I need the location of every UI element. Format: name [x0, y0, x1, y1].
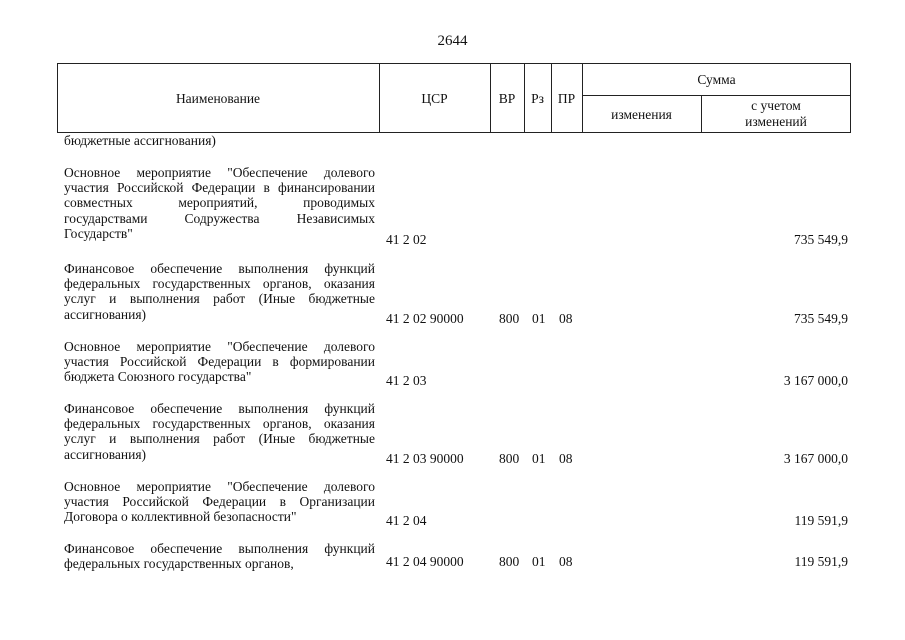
row-sum: 735 549,9 [794, 232, 848, 247]
row-vr: 800 [499, 554, 520, 569]
page-number: 2644 [437, 33, 468, 49]
row-sum: 3 167 000,0 [783, 373, 848, 388]
continuation-text: бюджетные ассигнования) [64, 133, 216, 148]
row-name: Финансовое обеспечение выполнения функций федеральных государственных органов, оказания услуг и выполнения работ (Иные бюджетные ассигнования) [64, 261, 375, 322]
header-sum: Сумма [697, 72, 736, 87]
header-rz: Рз [531, 91, 544, 106]
row-name: Основное мероприятие "Обеспечение долевого участия Российской Федерации в формировании бюджета Союзного государства" [64, 339, 375, 385]
row-vr: 800 [499, 311, 520, 326]
header-vr: ВР [498, 91, 516, 106]
header-pr: ПР [557, 91, 576, 106]
row-pr: 08 [559, 554, 573, 569]
row-rz: 01 [532, 554, 546, 569]
table-header [57, 63, 851, 133]
row-csr: 41 2 04 [386, 513, 427, 528]
row-pr: 08 [559, 451, 573, 466]
row-rz: 01 [532, 311, 546, 326]
header-divider-sum-sub [582, 95, 851, 96]
row-csr: 41 2 03 [386, 373, 427, 388]
row-csr: 41 2 03 90000 [386, 451, 464, 466]
header-with-changes-line2: изменений [745, 114, 807, 129]
row-csr: 41 2 04 90000 [386, 554, 464, 569]
row-sum: 119 591,9 [794, 554, 848, 569]
header-with-changes-line1: с учетом [751, 98, 801, 113]
header-name: Наименование [175, 91, 261, 106]
header-border-top [57, 63, 851, 64]
header-csr: ЦСР [421, 91, 448, 106]
row-sum: 119 591,9 [794, 513, 848, 528]
row-csr: 41 2 02 90000 [386, 311, 464, 326]
row-sum: 3 167 000,0 [783, 451, 848, 466]
row-rz: 01 [532, 451, 546, 466]
header-changes: изменения [611, 107, 672, 122]
row-vr: 800 [499, 451, 520, 466]
row-name: Основное мероприятие "Обеспечение долевого участия Российской Федерации в Организации Договора о коллективной безопасности" [64, 479, 375, 525]
row-name: Основное мероприятие "Обеспечение долевого участия Российской Федерации в финансировании совместных мероприятий, проводимых государствами Содружества Независимых Государств" [64, 165, 375, 241]
row-pr: 08 [559, 311, 573, 326]
row-sum: 735 549,9 [794, 311, 848, 326]
row-csr: 41 2 02 [386, 232, 427, 247]
row-name: Финансовое обеспечение выполнения функций федеральных государственных органов, оказания услуг и выполнения работ (Иные бюджетные ассигнования) [64, 401, 375, 462]
row-name: Финансовое обеспечение выполнения функций федеральных государственных органов, [64, 541, 375, 572]
